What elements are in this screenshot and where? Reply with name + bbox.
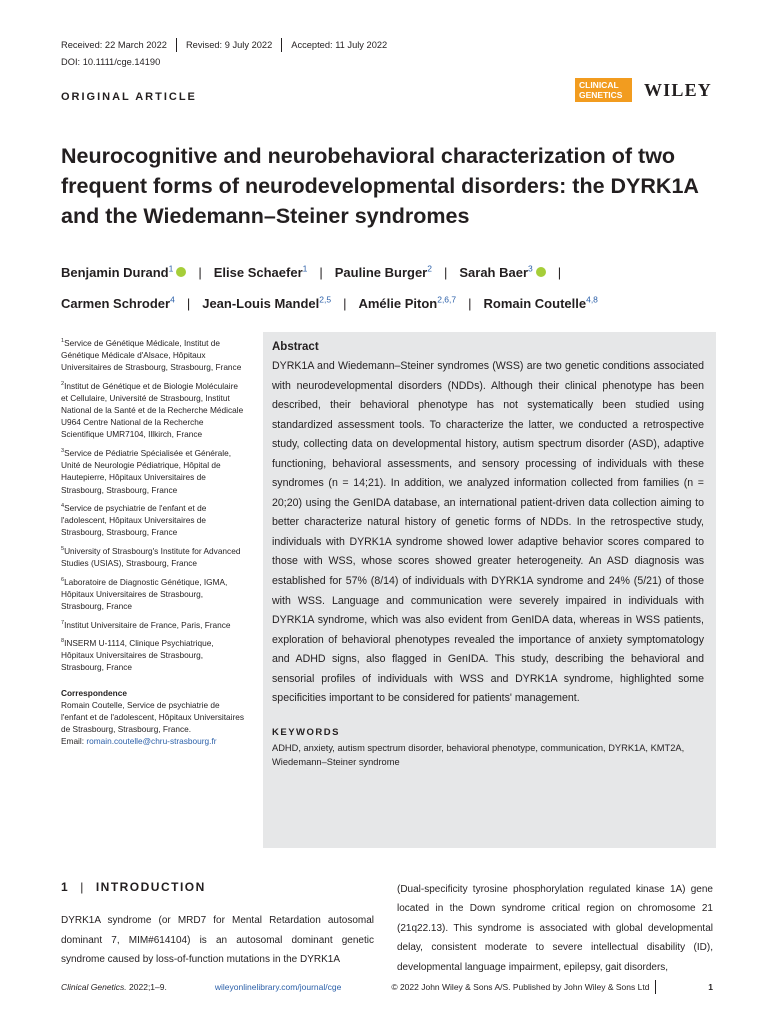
date-divider xyxy=(281,38,282,52)
author-list xyxy=(61,256,721,317)
journal-logo[interactable] xyxy=(575,78,632,102)
author-separator: | xyxy=(186,295,191,311)
abstract-box xyxy=(263,332,716,848)
correspondence-email: Email: romain.coutelle@chru-strasbourg.fr xyxy=(61,736,217,747)
email-link[interactable]: romain.coutelle@chru-strasbourg.fr xyxy=(86,736,217,747)
right-column xyxy=(397,880,713,977)
author[interactable] xyxy=(335,265,432,280)
footer-citation: Clinical Genetics. 2022;1–9. xyxy=(61,982,167,992)
correspondence xyxy=(61,687,246,748)
author-separator: | xyxy=(198,265,202,281)
affiliation: $^2$Institut de Génétique et de Biologie Moléculaire et Cellulaire, Université de Strasbourg, Institut National de la Santé et de la Recherche Médicale U964 Centre National de la Recherche Scientifique UMR7104, Illkirch, France xyxy=(61,380,244,440)
header-logos xyxy=(575,78,712,102)
author[interactable] xyxy=(358,296,456,311)
revised-date: Revised: 9 July 2022 xyxy=(185,40,273,50)
footer-divider xyxy=(655,980,656,994)
author-affil-ref[interactable]: 1 xyxy=(168,264,174,274)
abstract-text: DYRK1A and Wiedemann–Steiner syndromes (WSS) are two genetic conditions associated with neurodevelopmental disorders (NDDs). Although their clinical phenotype has been described, their behavioral phenotype has not systematically been studied using standardized assessment tools. To characterize the latter, we conducted a retrospective study, collecting data on developmental history, autism spectrum disorder (ASD), adaptive functioning, behavioral assessments, and sensory processing of individuals with these syndromes (n = 14;21). In addition, we analyzed information collected from families (n = 20;20) using the GenIDA database, an international patient-driven data collection aiming to better characterize natural history of genetic forms of NDDs. In the retrospective study, individuals with DYRK1A syndrome showed lower adaptive behavior scores compared to those with WSS, whose scores showed greater heterogeneity. An ASD diagnosis was established for 57% (8/14) of individuals with DYRK1A syndrome and 24% (5/21) of those with WSS. Language and communication were severely impaired in individuals with DYRK1A syndrome, which was also evident from GenIDA data, whereas in WSS patients, exploration of behavioral phenotypes revealed the importance of anxiety symptomatology and ADHD signs, also flagged in GenIDA. This study, describing the behavioral and sensorial profiles of individuals with WSS and DYRK1A syndrome, highlighted some specificities important to be considered for patients' management. xyxy=(272,360,704,705)
author-name: Sarah Baer xyxy=(459,265,529,281)
author-affil-ref[interactable]: 1 xyxy=(302,264,308,274)
author-separator: | xyxy=(443,265,448,281)
footer-copyright: © 2022 John Wiley & Sons A/S. Published by John Wiley & Sons Ltd xyxy=(391,982,650,992)
author-affil-ref[interactable]: 4 xyxy=(170,294,175,305)
author-separator: | xyxy=(468,295,472,311)
journal-logo-line2: GENETICS xyxy=(578,90,623,100)
doi[interactable]: DOI: 10.1111/cge.14190 xyxy=(61,57,161,67)
author[interactable] xyxy=(61,265,186,280)
affiliation: $^7$Institut Universitaire de France, Paris, France xyxy=(61,619,231,630)
article-dates xyxy=(61,38,387,52)
page-number: 1 xyxy=(708,982,713,992)
keywords-title: KEYWORDS xyxy=(272,726,340,738)
affiliation: $^4$Service de psychiatrie de l'enfant et de l'adolescent, Hôpitaux Universitaires de Strasbourg, Strasbourg, France xyxy=(61,503,207,538)
journal-logo-line1: CLINICAL xyxy=(578,80,619,90)
author-separator: | xyxy=(319,265,323,281)
footer-journal-link[interactable]: wileyonlinelibrary.com/journal/cge xyxy=(214,982,342,992)
author-name: Romain Coutelle xyxy=(483,295,587,311)
author-affil-ref[interactable]: 2 xyxy=(427,264,432,274)
author-name: Pauline Burger xyxy=(334,265,428,281)
orcid-icon[interactable] xyxy=(176,267,186,277)
affiliation: $^1$Service de Génétique Médicale, Institut de Génétique Médicale d'Alsace, Hôpitaux Universitaires de Strasbourg, Strasbourg, France xyxy=(61,337,242,373)
author-name: Elise Schaefer xyxy=(213,265,303,281)
author[interactable] xyxy=(459,265,545,280)
affiliation: $^6$Laboratoire de Diagnostic Génétique, IGMA, Hôpitaux Universitaires de Strasbourg, Strasbourg, France xyxy=(61,576,228,611)
orcid-icon[interactable] xyxy=(536,267,546,277)
affiliation: $^5$University of Strasbourg's Institute for Advanced Studies (USIAS), Strasbourg, France xyxy=(61,545,241,569)
accepted-date: Accepted: 11 July 2022 xyxy=(291,40,388,50)
intro-paragraph: DYRK1A syndrome (or MRD7 for Mental Retardation autosomal dominant 7, MIM#614104) is an autosomal dominant genetic syndrome caused by loss-of-function mutations in the DYRK1A xyxy=(61,915,374,966)
author[interactable] xyxy=(61,296,175,311)
affiliation: $^8$INSERM U-1114, Clinique Psychiatrique, Hôpitaux Universitaires de Strasbourg, Strasbourg, France xyxy=(61,637,214,673)
author-affil-ref[interactable]: 2,6,7 xyxy=(437,294,457,305)
affiliations xyxy=(61,335,246,748)
intro-paragraph-continued: (Dual-specificity tyrosine phosphorylation regulated kinase 1A) gene located in the Down syndrome critical region on chromosome 21 (21q22.13). This syndrome is associated with global developmental delay, consistent moderate to severe intellectual disability (ID), developmental language impairment, epilepsy, gait disorders, xyxy=(397,884,713,973)
page-footer xyxy=(61,980,713,994)
author-name: Jean-Louis Mandel xyxy=(202,295,320,311)
author-name: Carmen Schroder xyxy=(61,295,171,311)
author-affil-ref[interactable]: 2,5 xyxy=(319,294,332,305)
author[interactable] xyxy=(202,296,331,311)
author-affil-ref[interactable]: 4,8 xyxy=(586,294,598,305)
received-date: Received: 22 March 2022 xyxy=(61,40,167,50)
author-separator: | xyxy=(343,295,347,311)
author-name: Amélie Piton xyxy=(358,295,438,311)
author-affil-ref[interactable]: 3 xyxy=(528,264,533,274)
left-column xyxy=(61,880,374,970)
keywords-text: ADHD, anxiety, autism spectrum disorder, behavioral phenotype, communication, DYRK1A, KMT2A, Wiedemann–Steiner syndrome xyxy=(272,742,685,768)
article-title: Neurocognitive and neurobehavioral characterization of two frequent forms of neurodevelopmental disorders: the DYRK1A and the Wiedemann–Steiner syndromes xyxy=(61,144,699,228)
date-divider xyxy=(176,38,177,52)
author[interactable] xyxy=(484,296,598,311)
author-name: Benjamin Durand xyxy=(61,265,169,281)
section-label: ORIGINAL ARTICLE xyxy=(61,91,197,103)
publisher-logo[interactable]: WILEY xyxy=(643,79,712,100)
section-heading: 1 | INTRODUCTION xyxy=(61,880,206,894)
author-separator: | xyxy=(557,265,562,281)
affiliation: $^3$Service de Pédiatrie Spécialisée et Générale, Unité de Neurologie Pédiatrique, Hôpital de Hautepierre, Hôpitaux Universitaires de Strasbourg, Strasbourg, France xyxy=(61,447,232,495)
correspondence-title: Correspondence xyxy=(61,687,127,698)
author[interactable] xyxy=(214,265,308,280)
correspondence-text: Romain Coutelle, Service de psychiatrie de l'enfant et de l'adolescent, Hôpitaux Universitaires de Strasbourg, Strasbourg, France. xyxy=(61,699,245,735)
abstract-title: Abstract xyxy=(272,341,319,353)
